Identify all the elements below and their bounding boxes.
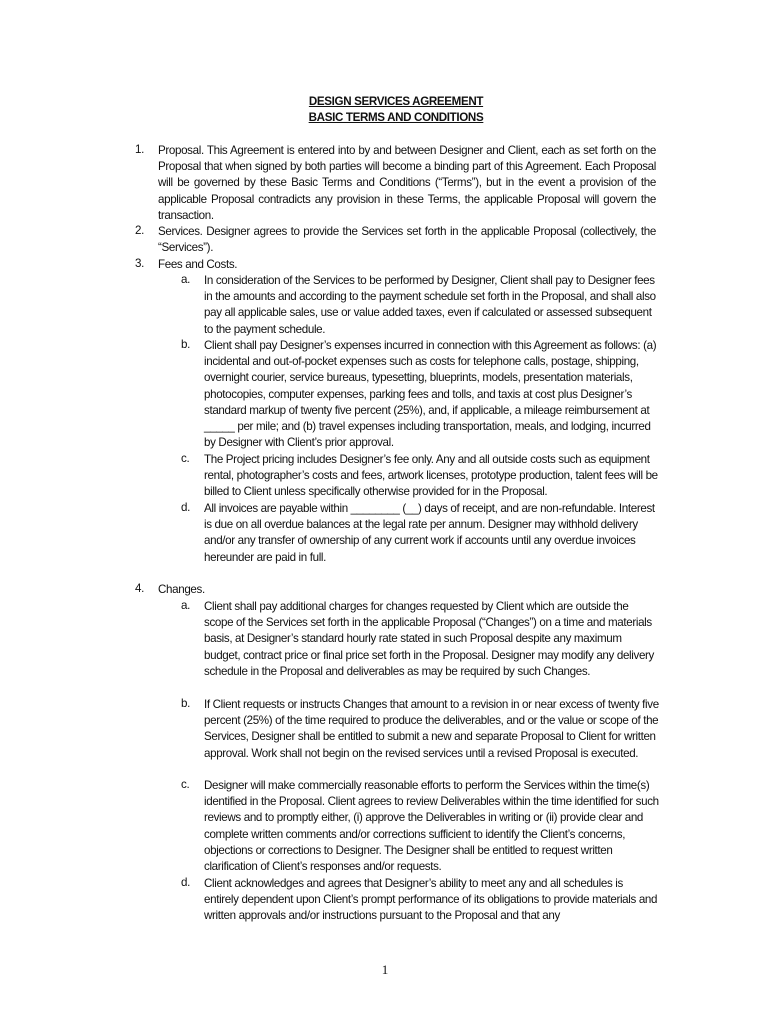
subsection-text: Client shall pay additional charges for changes requested by Client which are outside the scope of the Services set forth in the applicable Proposal (“Changes”) on a time and materials basis, at Designer’s standard hourly rate stated in such Proposal despite any maximum budget, contract price or final price set forth in the Proposal. Designer may modify any delivery schedule in the Proposal and deliverables as may be required by such Changes.	[204, 600, 654, 678]
section-number: 4.	[135, 582, 144, 595]
subsection-text: If Client requests or instructs Changes that amount to a revision in or near excess of twenty five percent (25%) of the time required to produce the deliverables, and or the value or scope of the Services, Designer shall be entitled to submit a new and separate Proposal to Client for written approval. Work shall not begin on the revised services until a revised Proposal is executed.	[204, 698, 659, 760]
subsection-text: Client shall pay Designer’s expenses incurred in connection with this Agreement as follows: (a) incidental and out-of-pocket expenses such as costs for telephone calls, postage, shipping, overnight courier, service bureaus, typesetting, blueprints, models, presentation materials, photocopies, computer expenses, parking fees and tolls, and taxis at cost plus Designer’s standard markup of twenty five percent (25%), and, if applicable, a mileage reimbursement at _____ per mile; and (b) travel expenses including transportation, meals, and lodging, incurred by Designer with Client’s prior approval.	[204, 339, 657, 450]
section-services-text: Services. Designer agrees to provide the Services set forth in the applicable Proposal (collectively, the “Services”).	[158, 225, 656, 255]
document-title: DESIGN SERVICES AGREEMENT	[308, 95, 484, 108]
subsection-letter: c.	[181, 778, 190, 791]
subsection-letter: c.	[181, 452, 190, 465]
section-fees-heading: Fees and Costs.	[158, 258, 238, 271]
subsection-text: Designer will make commercially reasonable efforts to perform the Services within the time(s) identified in the Proposal. Client agrees to review Deliverables within the time identified for such reviews and to promptly either, (i) approve the Deliverables in writing or (ii) provide clear and complete written comments and/or corrections sufficient to identify the Client’s concerns, objections or corrections to Designer. The Designer shall be entitled to request written clarification of Client’s responses and/or requests.	[204, 779, 659, 874]
section-number: 1.	[135, 143, 144, 156]
subsection-letter: a.	[181, 273, 190, 286]
section-number: 2.	[135, 224, 144, 237]
subsection-letter: b.	[181, 697, 190, 710]
subsection-letter: a.	[181, 599, 190, 612]
page-number: 1	[381, 962, 389, 977]
subsection-text: Client acknowledges and agrees that Designer’s ability to meet any and all schedules is entirely dependent upon Client’s prompt performance of its obligations to provide materials and written approvals and/or instructions pursuant to the Proposal and that any	[204, 877, 658, 923]
section-proposal-text: Proposal. This Agreement is entered into by and between Designer and Client, each as set forth on the Proposal that when signed by both parties will become a binding part of this Agreement. Each Proposal will be governed by these Basic Terms and Conditions (“Terms”), but in the event a provision of the applicable Proposal contradicts any provision in these Terms, the applicable Proposal will govern the transaction.	[158, 144, 656, 222]
section-changes-heading: Changes.	[158, 583, 205, 596]
subsection-text: The Project pricing includes Designer’s fee only. Any and all outside costs such as equipment rental, photographer’s costs and fees, artwork licenses, prototype production, talent fees will be billed to Client unless specifically otherwise provided for in the Proposal.	[204, 453, 658, 499]
subsection-letter: d.	[181, 876, 190, 889]
document-subtitle: BASIC TERMS AND CONDITIONS	[308, 111, 484, 124]
subsection-text: All invoices are payable within ________ (__) days of receipt, and are non-refundable. Interest is due on all overdue balances at the legal rate per annum. Designer may withhold delivery and/or any transfer of ownership of any current work if accounts until any overdue invoices hereunder are paid in full.	[204, 502, 655, 564]
subsection-letter: b.	[181, 338, 190, 351]
section-number: 3.	[135, 257, 144, 270]
subsection-letter: d.	[181, 501, 190, 514]
subsection-text: In consideration of the Services to be performed by Designer, Client shall pay to Designer fees in the amounts and according to the payment schedule set forth in the Proposal, and shall also pay all applicable sales, use or value added taxes, even if calculated or assessed subsequent to the payment schedule.	[204, 274, 656, 336]
